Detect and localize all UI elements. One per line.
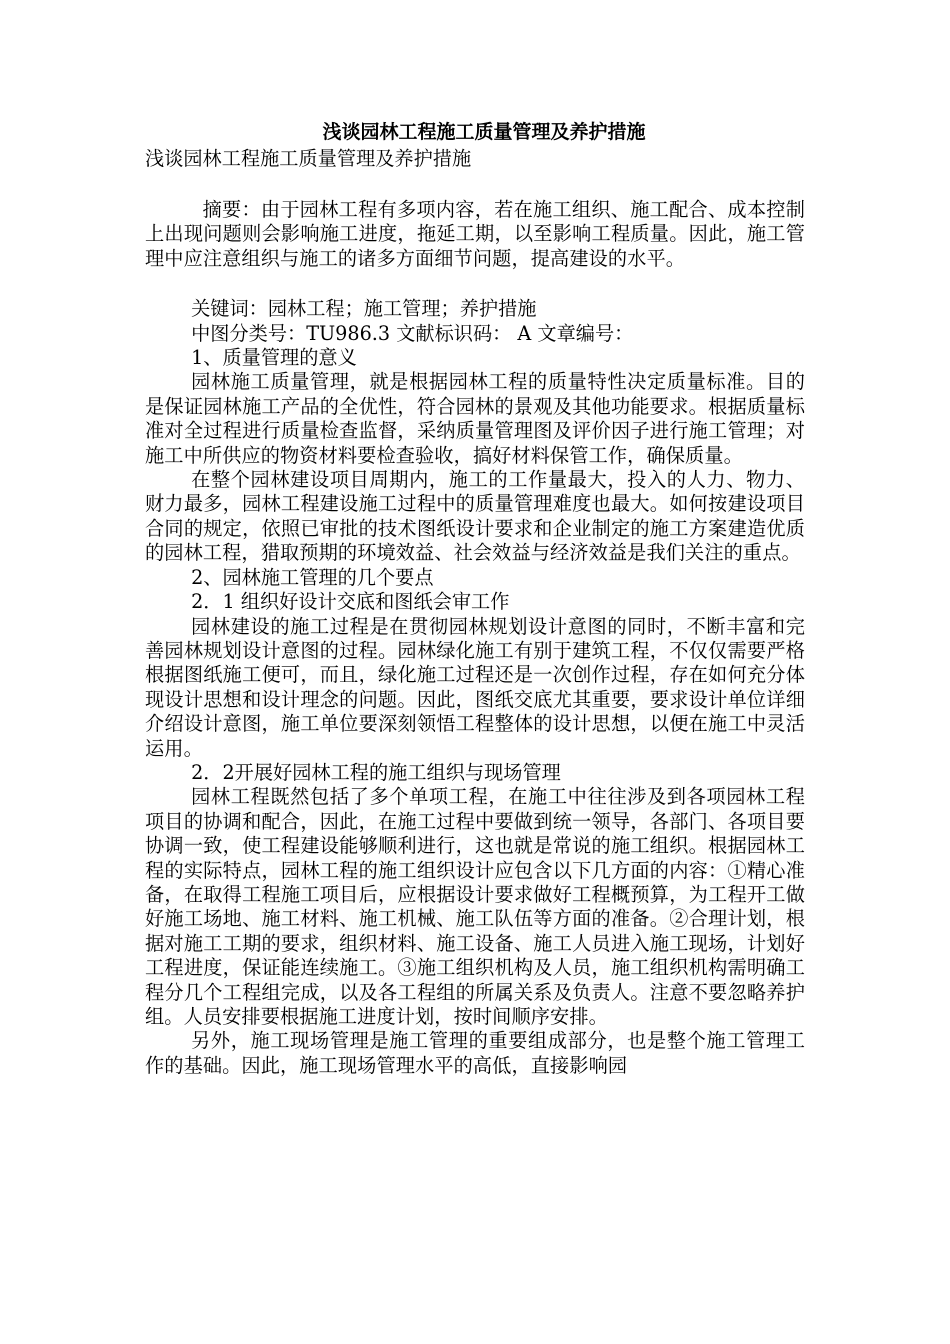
section-2-2-paragraph-2: 另外，施工现场管理是施工管理的重要组成部分，也是整个施工管理工作的基础。因此，施工现场管理水平的高低，直接影响园: [145, 1029, 805, 1077]
abstract-paragraph: 摘要：由于园林工程有多项内容，若在施工组织、施工配合、成本控制上出现问题则会影响施工进度，拖延工期，以至影响工程质量。因此，施工管理中应注意组织与施工的诸多方面细节问题，提高建设的水平。: [145, 198, 805, 270]
section-2-2-heading: 2．2开展好园林工程的施工组织与现场管理: [191, 760, 561, 784]
section-2-heading: 2、园林施工管理的几个要点: [191, 565, 434, 589]
section-2-1-heading: 2．1 组织好设计交底和图纸会审工作: [191, 590, 510, 614]
keywords-line: 关键词：园林工程；施工管理；养护措施: [191, 297, 537, 321]
document-title: 浅谈园林工程施工质量管理及养护措施: [322, 121, 646, 143]
section-1-paragraph-1: 园林施工质量管理，就是根据园林工程的质量特性决定质量标准。目的是保证园林施工产品的全优性，符合园林的景观及其他功能要求。根据质量标准对全过程进行质量检查监督，采纳质量管理图及评价因子进行施工管理；对施工中所供应的物资材料要检查验收，搞好材料保管工作，确保质量。: [145, 370, 805, 467]
classification-line: 中图分类号：TU986.3 文献标识码： A 文章编号：: [191, 321, 634, 345]
section-1-heading: 1、质量管理的意义: [191, 346, 357, 370]
section-2-2-paragraph-1: 园林工程既然包括了多个单项工程，在施工中往往涉及到各项园林工程项目的协调和配合，因此，在施工过程中要做到统一领导，各部门、各项目要协调一致，使工程建设能够顺利进行，这也就是常说的施工组织。根据园林工程的实际特点，园林工程的施工组织设计应包含以下几方面的内容：①精心准备，在取得工程施工项目后，应根据设计要求做好工程概预算，为工程开工做好施工场地、施工材料、施工机械、施工队伍等方面的准备。②合理计划，根据对施工工期的要求，组织材料、施工设备、施工人员进入施工现场，计划好工程进度，保证能连续施工。③施工组织机构及人员，施工组织机构需明确工程分几个工程组完成，以及各工程组的所属关系及负责人。注意不要忽略养护组。人员安排要根据施工进度计划，按时间顺序安排。: [145, 785, 805, 1028]
section-2-1-paragraph-1: 园林建设的施工过程是在贯彻园林规划设计意图的同时，不断丰富和完善园林规划设计意图的过程。园林绿化施工有别于建筑工程，不仅仅需要严格根据图纸施工便可，而且，绿化施工过程还是一次创作过程，存在如何充分体现设计思想和设计理念的问题。因此，图纸交底尤其重要，要求设计单位详细介绍设计意图，施工单位要深刻领悟工程整体的设计思想，以便在施工中灵活运用。: [145, 614, 805, 760]
document-subtitle: 浅谈园林工程施工质量管理及养护措施: [145, 147, 472, 170]
document-page: [145, 118, 805, 1078]
section-1-paragraph-2: 在整个园林建设项目周期内，施工的工作量最大，投入的人力、物力、财力最多，园林工程建设施工过程中的质量管理难度也最大。如何按建设项目合同的规定，依照已审批的技术图纸设计要求和企业制定的施工方案建造优质的园林工程，猎取预期的环境效益、社会效益与经济效益是我们关注的重点。: [145, 468, 805, 565]
